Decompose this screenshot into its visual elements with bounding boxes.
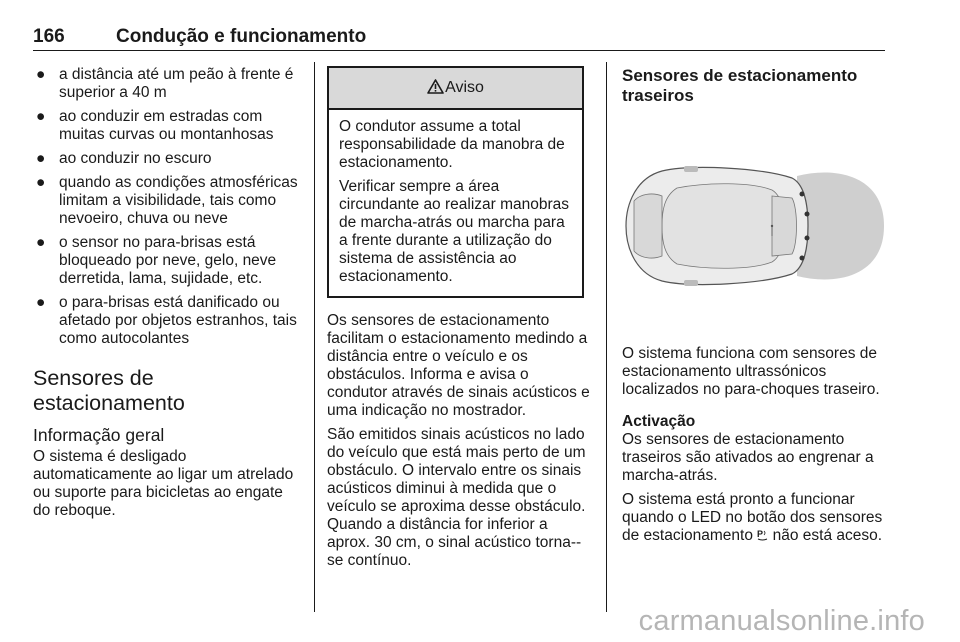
ready-paragraph xyxy=(622,491,886,545)
header-rule xyxy=(33,50,885,51)
section-title-parking-sensors: Sensores de estacionamento xyxy=(33,366,185,415)
car-roof xyxy=(662,184,784,269)
watermark: carmanualsonline.info xyxy=(638,605,925,637)
list-item xyxy=(33,174,301,228)
column-divider-left xyxy=(314,62,315,612)
list-item-text: quando as condições atmosféricas limitam a visibilidade, tais como nevoeiro, chuva ou neve xyxy=(59,174,298,227)
bullet-dot-icon: ● xyxy=(36,108,46,125)
page-number: 166 xyxy=(33,26,65,47)
activation-paragraph: Os sensores de estacionamento traseiros são ativados ao engrenar a marcha-atrás. xyxy=(622,431,874,484)
bullet-dot-icon: ● xyxy=(36,174,46,191)
column-left xyxy=(33,66,301,526)
column-right xyxy=(622,66,886,551)
warning-notice-title: Aviso xyxy=(445,79,484,96)
general-info-paragraph: O sistema é desligado automaticamente ao ligar um atrelado ou suporte para bicicletas ao engate do reboque. xyxy=(33,448,294,519)
bullet-dot-icon: ● xyxy=(36,234,46,251)
rear-sensor xyxy=(805,212,810,217)
warning-notice-header xyxy=(329,68,582,110)
rear-sensor xyxy=(800,256,805,261)
list-item xyxy=(33,108,301,144)
body-paragraph: São emitidos sinais acústicos no lado do veículo que está mais perto de um obstáculo. O intervalo entre os sinais acústicos diminui à medida que o veículo se aproxima desse obstáculo. Quando a distância for inferior a aprox. 30 cm, o sinal acústico torna--se contínuo. xyxy=(327,426,586,569)
list-item xyxy=(33,150,301,168)
ready-text-before: O sistema está pronto a funcionar quando o LED no botão dos sensores de estacionamento xyxy=(622,491,883,544)
list-item-text: o sensor no para-brisas está bloqueado por neve, gelo, neve derretida, lama, sujidade, etc. xyxy=(59,234,277,287)
warning-notice-body xyxy=(329,110,582,296)
list-item xyxy=(33,234,301,288)
list-item-text: a distância até um peão à frente é superior a 40 m xyxy=(59,66,294,101)
rear-sensor xyxy=(800,192,805,197)
mirror-left xyxy=(684,166,698,172)
list-item xyxy=(33,294,301,348)
warning-paragraph: Verificar sempre a área circundante ao realizar manobras de marcha-atrás ou marcha para a frente durante a utilização do sistema de assistência ao estacionamento. xyxy=(339,178,570,285)
mirror-right xyxy=(684,280,698,286)
parking-sensor-icon xyxy=(757,528,768,541)
list-item-text: o para-brisas está danificado ou afetado por objetos estranhos, tais como autocolantes xyxy=(59,294,297,347)
list-item-text: ao conduzir em estradas com muitas curvas ou montanhosas xyxy=(59,108,274,143)
subsection-title-general-info: Informação geral xyxy=(33,425,165,445)
column-divider-right xyxy=(606,62,607,612)
car-top-view-icon xyxy=(622,116,886,331)
warning-triangle-icon xyxy=(427,79,444,94)
svg-text:P: P xyxy=(757,529,764,539)
bullet-dot-icon: ● xyxy=(36,150,46,167)
warning-notice xyxy=(327,66,584,298)
body-paragraph: Os sensores de estacionamento facilitam o estacionamento medindo a distância entre o veículo e os obstáculos. Informa e avisa o condutor através de sinais acústicos e uma indicação no mostrador. xyxy=(327,312,590,419)
section-title-rear-sensors: Sensores de estacionamento traseiros xyxy=(622,66,858,105)
rear-sensor xyxy=(805,236,810,241)
column-middle xyxy=(327,66,592,576)
bullet-dot-icon: ● xyxy=(36,294,46,311)
windshield xyxy=(634,194,662,258)
car-top-view-illustration xyxy=(622,116,886,331)
list-item xyxy=(33,66,301,102)
rear-window xyxy=(772,196,797,256)
antenna-dot xyxy=(771,225,773,227)
activation-title: Activação xyxy=(622,413,696,430)
ready-text-after: não está aceso. xyxy=(772,527,883,544)
condition-list xyxy=(33,66,301,348)
warning-paragraph: O condutor assume a total responsabilidade da manobra de estacionamento. xyxy=(339,118,565,171)
chapter-title: Condução e funcionamento xyxy=(116,26,367,47)
figure-caption: O sistema funciona com sensores de estacionamento ultrassónicos localizados no para-choques traseiro. xyxy=(622,345,880,398)
list-item-text: ao conduzir no escuro xyxy=(59,150,212,167)
bullet-dot-icon: ● xyxy=(36,66,46,83)
